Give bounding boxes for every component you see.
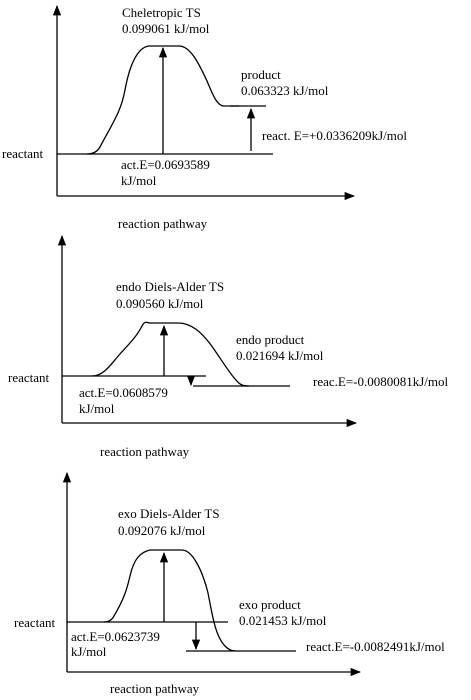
product-energy: 0.021453 kJ/mol [239, 613, 327, 628]
product-energy: 0.021694 kJ/mol [236, 348, 324, 363]
product-label: product [241, 67, 281, 82]
reactant-label: reactant [14, 615, 56, 630]
ts-label: Cheletropic TS [122, 5, 201, 20]
activation-energy-label: act.E=0.0693589 [121, 157, 210, 172]
ts-energy: 0.099061 kJ/mol [122, 21, 210, 36]
activation-energy-unit: kJ/mol [71, 644, 107, 659]
ts-label: endo Diels-Alder TS [116, 279, 225, 294]
panel-exo-labels [14, 506, 445, 696]
activation-energy-unit: kJ/mol [121, 173, 157, 188]
ts-energy: 0.090560 kJ/mol [116, 296, 204, 311]
reactant-label: reactant [8, 370, 50, 385]
x-axis-label: reaction pathway [110, 681, 200, 696]
product-label: endo product [236, 332, 305, 347]
panel-cheletropic-labels [2, 5, 407, 231]
ts-label: exo Diels-Alder TS [118, 506, 220, 521]
x-axis-label: reaction pathway [118, 216, 208, 231]
product-energy: 0.063323 kJ/mol [241, 83, 329, 98]
reaction-energy-label: react.E=-0.0082491kJ/mol [306, 639, 445, 654]
reaction-energy-label: reac.E=-0.0080081kJ/mol [313, 374, 449, 389]
reaction-energy-label: react. E=+0.0336209kJ/mol [262, 128, 407, 143]
activation-energy-label: act.E=0.0608579 [79, 385, 168, 400]
ts-energy: 0.092076 kJ/mol [118, 523, 206, 538]
activation-energy-unit: kJ/mol [79, 401, 115, 416]
reactant-label: reactant [2, 146, 44, 161]
activation-energy-label: act.E=0.0623739 [71, 629, 160, 644]
product-label: exo product [239, 597, 301, 612]
x-axis-label: reaction pathway [100, 444, 190, 459]
